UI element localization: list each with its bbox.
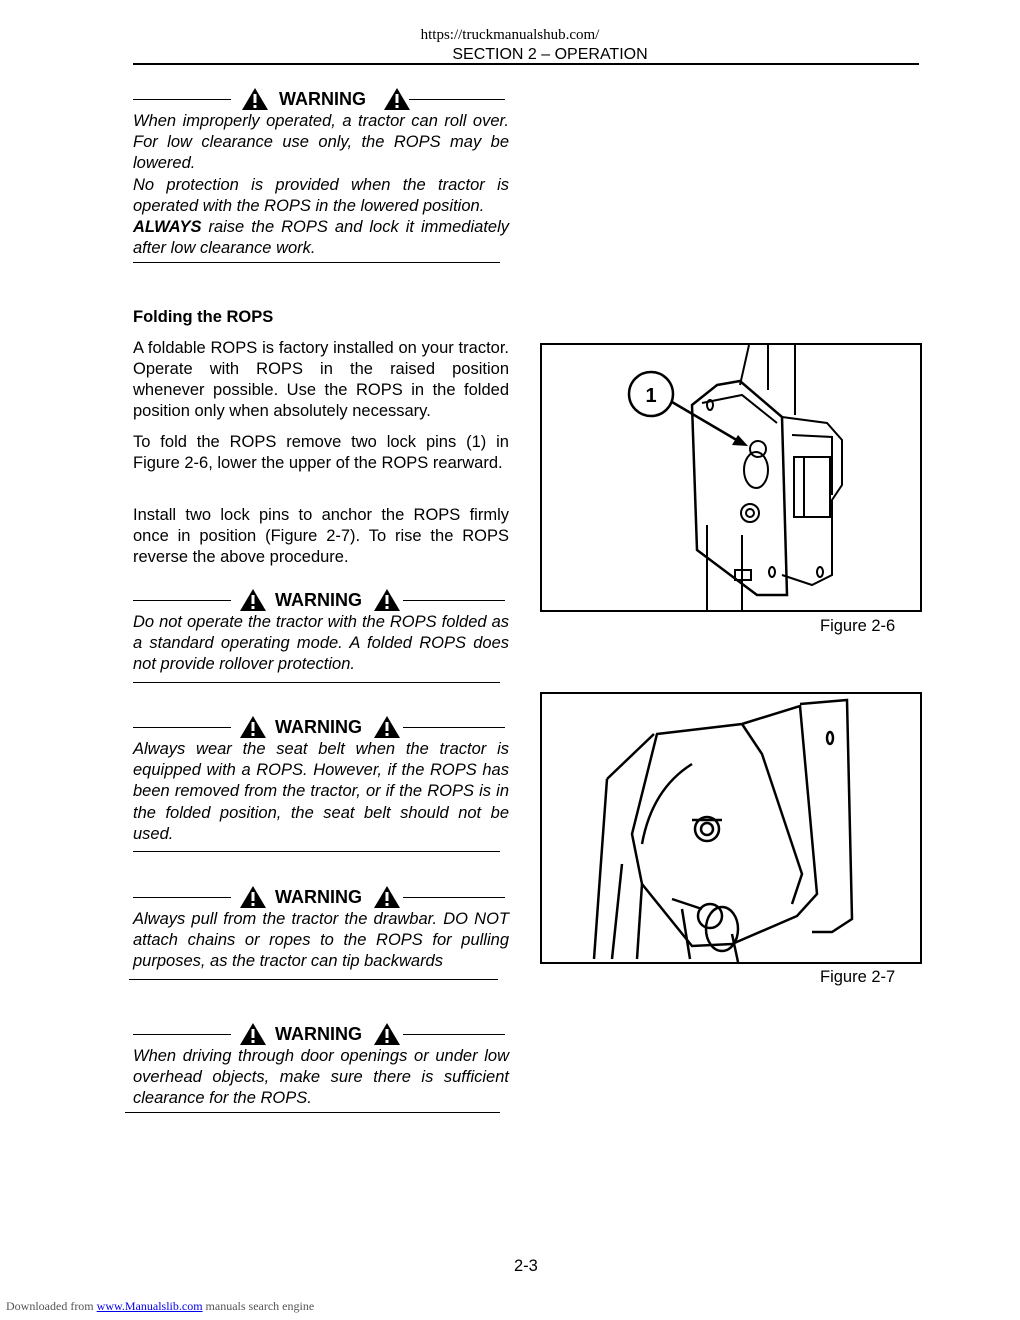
warning-triangle-icon — [239, 1022, 267, 1046]
header-rule — [133, 63, 919, 65]
warning-text: Always pull from the tractor the drawbar. DO NOT attach chains or ropes to the ROPS for pulling purposes, as the tractor can tip backwards — [133, 910, 509, 971]
warning-bottom-rule — [133, 262, 500, 263]
figure-2-6 — [540, 343, 922, 612]
warning-triangle-icon — [241, 87, 269, 111]
warning-triangle-icon — [373, 1022, 401, 1046]
warning-block-2 — [133, 588, 513, 683]
warning-text: Do not operate the tractor with the ROPS folded as a standard operating mode. A folded ROPS does not provide rollover protection. — [133, 613, 509, 674]
figure-caption: Figure 2-6 — [820, 617, 896, 635]
footer-suffix: manuals search engine — [202, 1299, 315, 1313]
warning-bottom-rule — [133, 851, 500, 852]
warning-triangle-icon — [373, 715, 401, 739]
warning-triangle-icon — [373, 885, 401, 909]
warning-block-5 — [133, 1022, 513, 1113]
callout-number: 1 — [645, 385, 657, 407]
warning-line: raise the ROPS and lock it immediately after low clearance work. — [133, 218, 509, 258]
paragraph: Install two lock pins to anchor the ROPS firmly once in position (Figure 2-7). To rise the ROPS reverse the above procedure. — [133, 506, 509, 566]
warning-label: WARNING — [275, 887, 362, 907]
warning-triangle-icon — [239, 588, 267, 612]
paragraph: A foldable ROPS is factory installed on your tractor. Operate with ROPS in the raised position whenever possible. Use the ROPS in the folded position only when absolutely necessary. — [133, 339, 509, 420]
manualslib-link[interactable]: www.Manualslib.com — [96, 1299, 203, 1313]
download-footer — [6, 1299, 314, 1314]
warning-bottom-rule — [129, 979, 498, 980]
warning-block-1 — [133, 87, 513, 263]
figure-2-7 — [540, 692, 922, 964]
rops-folded-drawing — [542, 694, 920, 962]
warning-triangle-icon — [239, 885, 267, 909]
warning-bottom-rule — [125, 1112, 500, 1113]
warning-emphasis: ALWAYS — [133, 218, 202, 237]
warning-block-3 — [133, 715, 513, 852]
warning-triangle-icon — [383, 87, 411, 111]
source-url: https://truckmanualshub.com/ — [420, 27, 600, 43]
footer-prefix: Downloaded from — [6, 1299, 97, 1313]
warning-text — [133, 111, 509, 259]
warning-triangle-icon — [373, 588, 401, 612]
warning-line: When improperly operated, a tractor can roll over. For low clearance use only, the ROPS may be lowered. — [133, 112, 509, 173]
warning-label: WARNING — [279, 89, 366, 109]
warning-line: No protection is provided when the tractor is operated with the ROPS in the lowered position. — [133, 175, 509, 215]
warning-label: WARNING — [275, 590, 362, 610]
warning-triangle-icon — [239, 715, 267, 739]
section-title: SECTION 2 – OPERATION — [452, 46, 648, 63]
rops-pin-drawing — [542, 345, 920, 610]
figure-caption: Figure 2-7 — [820, 968, 896, 986]
paragraph: To fold the ROPS remove two lock pins (1) in Figure 2-6, lower the upper of the ROPS rearward. — [133, 433, 509, 472]
warning-block-4 — [133, 885, 513, 980]
page-number: 2-3 — [514, 1257, 538, 1275]
warning-text: Always wear the seat belt when the tractor is equipped with a ROPS. However, if the ROPS has been removed from the tractor, or if the ROPS is in the folded position, the seat belt should not be used. — [133, 740, 509, 843]
warning-label: WARNING — [275, 1024, 362, 1044]
warning-text: When driving through door openings or under low overhead objects, make sure there is sufficient clearance for the ROPS. — [133, 1047, 509, 1108]
warning-bottom-rule — [133, 682, 500, 683]
warning-label: WARNING — [275, 717, 362, 737]
section-heading: Folding the ROPS — [133, 308, 274, 326]
